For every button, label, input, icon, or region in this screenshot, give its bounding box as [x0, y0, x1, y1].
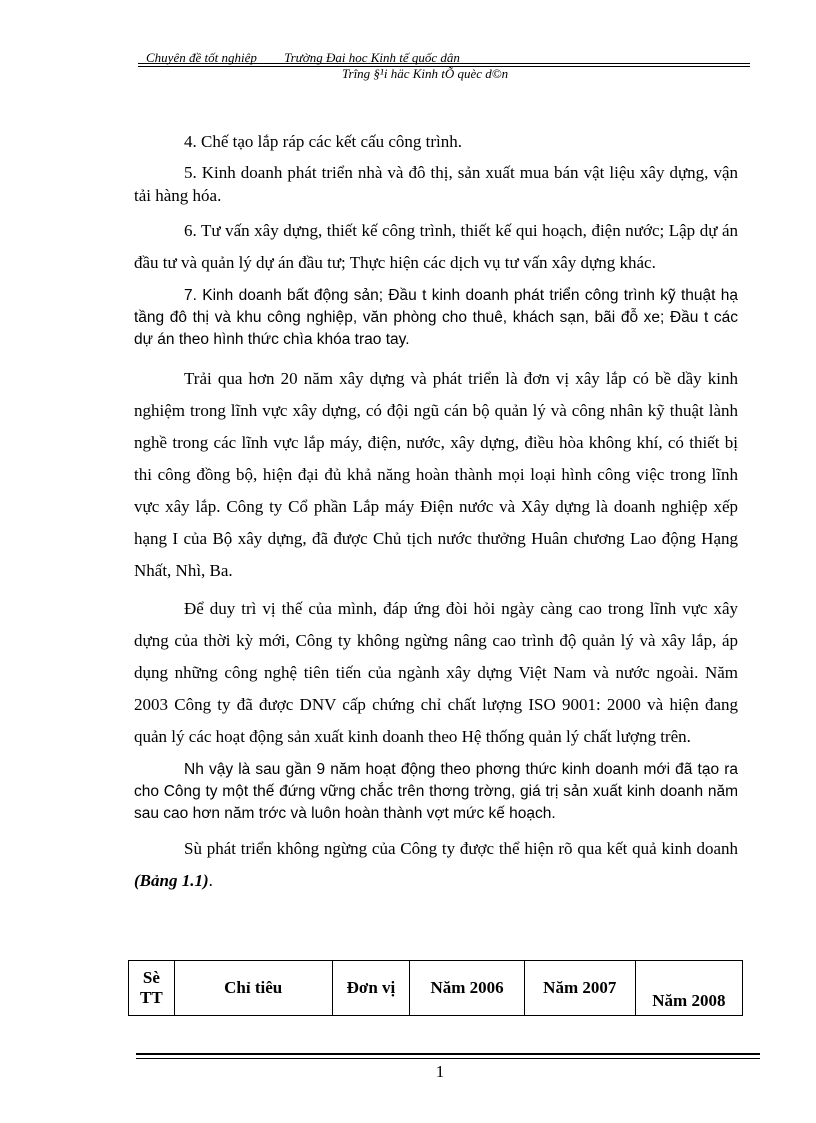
table-header-cell: Năm 2008: [635, 961, 742, 1016]
table-header-row: [129, 961, 743, 1016]
header-left: Chuyên đề tốt nghiệp: [146, 50, 257, 65]
results-table: [128, 960, 743, 1016]
table-header-cell: Sè TT: [129, 961, 175, 1016]
paragraph: 7. Kinh doanh bất động sản; Đầu t kinh doanh phát triển công trình kỹ thuật hạ tầng đô thị và khu công nghiệp, văn phòng cho thuê, khách sạn, bãi đỗ xe; Đầu t các dự án theo hình thức chìa khóa trao tay.: [134, 287, 738, 348]
header-divider: [138, 63, 750, 64]
table-header-cell: Năm 2007: [524, 961, 635, 1016]
table-reference: (Bảng 1.1): [134, 871, 209, 890]
paragraph-end: .: [208, 871, 213, 890]
document-body: [134, 130, 738, 903]
paragraph: 4. Chế tạo lắp ráp các kết cấu công trình.: [184, 132, 463, 151]
table-header-cell: Chỉ tiêu: [174, 961, 332, 1016]
table-header-cell: Năm 2006: [410, 961, 525, 1016]
paragraph: [134, 833, 738, 897]
header-garbled-text: Trîng §¹i häc Kinh tÕ quèc d©n: [342, 66, 509, 81]
header-right: Trường Đại học Kinh tế quốc dân: [284, 50, 460, 65]
paragraph-text: Sù phát triển không ngừng của Công ty được thể hiện rõ qua kết quả kinh doanh: [184, 839, 738, 858]
table-header-cell: Đơn vị: [332, 961, 410, 1016]
paragraph: 5. Kinh doanh phát triển nhà và đô thị, sản xuất mua bán vật liệu xây dựng, vận tải hàng hóa.: [134, 163, 738, 205]
footer-divider: [136, 1053, 760, 1055]
paragraph: Nh vậy là sau gần 9 năm hoạt động theo phơng thức kinh doanh mới đã tạo ra cho Công ty một thế đứng vững chắc trên thơng trờng, giá trị sản xuất kinh doanh năm sau cao hơn năm trớc và luôn hoàn thành vợt mức kế hoạch.: [134, 761, 738, 822]
footer-divider: [136, 1058, 760, 1059]
paragraph: 6. Tư vấn xây dựng, thiết kế công trình, thiết kế qui hoạch, điện nước; Lập dự án đầu tư và quản lý dự án đầu tư; Thực hiện các dịch vụ tư vấn xây dựng khác.: [134, 221, 738, 272]
paragraph: Trải qua hơn 20 năm xây dựng và phát triển là đơn vị xây lắp có bề dầy kinh nghiệm trong lĩnh vực xây dựng, có đội ngũ cán bộ quản lý và công nhân kỹ thuật lành nghề trong các lĩnh vực lắp máy, điện, nước, xây dựng, điều hòa không khí, có thiết bị thi công đồng bộ, hiện đại đủ khả năng hoàn thành mọi loại hình công việc trong lĩnh vực xây lắp. Công ty Cổ phần Lắp máy Điện nước và Xây dựng là doanh nghiệp xếp hạng I của Bộ xây dựng, đã được Chủ tịch nước thưởng Huân chương Lao động Hạng Nhất, Nhì, Ba.: [134, 369, 738, 580]
paragraph: Để duy trì vị thế của mình, đáp ứng đòi hỏi ngày càng cao trong lĩnh vực xây dựng của thời kỳ mới, Công ty không ngừng nâng cao trình độ quản lý và xây lắp, áp dụng những công nghệ tiên tiến của ngành xây dựng Việt Nam và nước ngoài. Năm 2003 Công ty đã được DNV cấp chứng chỉ chất lượng ISO 9001: 2000 và hiện đang quản lý các hoạt động sản xuất kinh doanh theo Hệ thống quản lý chất lượng trên.: [134, 599, 738, 746]
page-number: 1: [435, 1062, 445, 1081]
